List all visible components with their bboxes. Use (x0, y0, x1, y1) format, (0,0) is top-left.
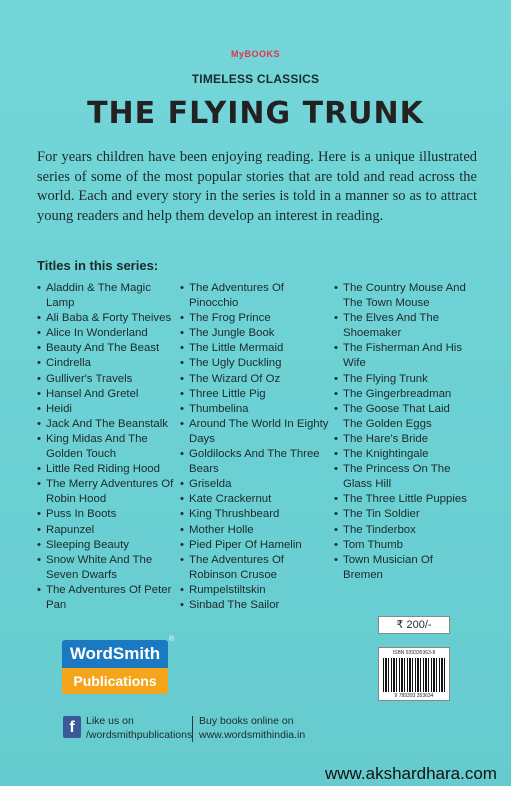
book-title: THE FLYING TRUNK (87, 96, 424, 131)
title-item: • Sinbad The Sailor (180, 598, 330, 613)
title-item: • Snow White And The Seven Dwarfs (37, 553, 177, 583)
title-item: • The Merry Adventures Of Robin Hood (37, 477, 177, 507)
title-item: • Aladdin & The Magic Lamp (37, 281, 177, 311)
title-item: • The Hare's Bride (334, 432, 469, 447)
title-item: • The Adventures Of Peter Pan (37, 583, 177, 613)
barcode (383, 658, 445, 692)
price-label: ₹ 200/- (378, 616, 450, 634)
title-item: • Griselda (180, 477, 330, 492)
title-item: • Jack And The Beanstalk (37, 417, 177, 432)
title-item: • Ali Baba & Forty Theives (37, 311, 177, 326)
title-item: • The Flying Trunk (334, 372, 469, 387)
titles-heading: Titles in this series: (37, 258, 159, 273)
buy-line-1: Buy books online on (199, 715, 294, 727)
title-item: • The Goose That Laid The Golden Eggs (334, 402, 469, 432)
isbn-label: ISBN 939335363-8 (392, 650, 436, 656)
title-item: • Rumpelstiltskin (180, 583, 330, 598)
title-item: • Goldilocks And The Three Bears (180, 447, 330, 477)
title-item: • Puss In Boots (37, 507, 177, 522)
like-line-2[interactable]: /wordsmithpublications (86, 729, 193, 741)
title-item: • Kate Crackernut (180, 492, 330, 507)
title-item: • Thumbelina (180, 402, 330, 417)
title-item: • The Elves And The Shoemaker (334, 311, 469, 341)
facebook-text (86, 714, 192, 742)
title-item: • Heidi (37, 402, 177, 417)
titles-column-3 (334, 281, 469, 583)
title-item: • Mother Holle (180, 523, 330, 538)
title-item: • The Gingerbreadman (334, 387, 469, 402)
title-item: • The Little Mermaid (180, 341, 330, 356)
title-item: • The Knightingale (334, 447, 469, 462)
title-item: • The Country Mouse And The Town Mouse (334, 281, 469, 311)
buy-online-text (199, 714, 305, 742)
title-item: • Alice In Wonderland (37, 326, 177, 341)
title-item: • The Jungle Book (180, 326, 330, 341)
titles-column-1 (37, 281, 177, 613)
watermark-site: www.akshardhara.com (325, 764, 497, 783)
title-item: • The Ugly Duckling (180, 356, 330, 371)
title-item: • Tom Thumb (334, 538, 469, 553)
like-line-1: Like us on (86, 715, 134, 727)
title-item: • The Adventures Of Pinocchio (180, 281, 330, 311)
brand-logo: MyBOOKS (230, 49, 280, 59)
publisher-name: WordSmith (62, 640, 168, 668)
title-item: • The Tinderbox (334, 523, 469, 538)
buy-line-2[interactable]: www.wordsmithindia.in (199, 729, 306, 741)
title-item: • King Midas And The Golden Touch (37, 432, 177, 462)
facebook-icon: f (63, 716, 81, 738)
title-item: • The Princess On The Glass Hill (334, 462, 469, 492)
publisher-subname: Publications (62, 668, 168, 694)
title-item: • Town Musician Of Bremen (334, 553, 469, 583)
registered-mark: ® (168, 636, 174, 643)
title-item: • The Frog Prince (180, 311, 330, 326)
title-item: • Little Red Riding Hood (37, 462, 177, 477)
title-item: • Cindrella (37, 356, 177, 371)
title-item: • King Thrushbeard (180, 507, 330, 522)
title-item: • The Adventures Of Robinson Crusoe (180, 553, 330, 583)
title-item: • Pied Piper Of Hamelin (180, 538, 330, 553)
publisher-logo (62, 636, 174, 696)
title-item: • The Wizard Of Oz (180, 372, 330, 387)
intro-paragraph: For years children have been enjoying reading. Here is a unique illustrated series of some of the most popular stories that are told and read across the world. Each and every story in the series is told in a manner so as to attract young readers and help them develop an interest in reading. (37, 149, 477, 224)
isbn-number: 9 789393 353634 (394, 693, 434, 699)
title-item: • Sleeping Beauty (37, 538, 177, 553)
title-item: • The Three Little Puppies (334, 492, 469, 507)
title-item: • The Fisherman And His Wife (334, 341, 469, 371)
title-item: • Three Little Pig (180, 387, 330, 402)
title-item: • Beauty And The Beast (37, 341, 177, 356)
title-item: • Rapunzel (37, 523, 177, 538)
divider (192, 716, 193, 742)
title-item: • The Tin Soldier (334, 507, 469, 522)
isbn-barcode (378, 647, 450, 701)
title-item: • Gulliver's Travels (37, 372, 177, 387)
title-item: • Around The World In Eighty Days (180, 417, 330, 447)
titles-column-2 (180, 281, 330, 613)
title-item: • Hansel And Gretel (37, 387, 177, 402)
series-label: TIMELESS CLASSICS (191, 72, 320, 86)
